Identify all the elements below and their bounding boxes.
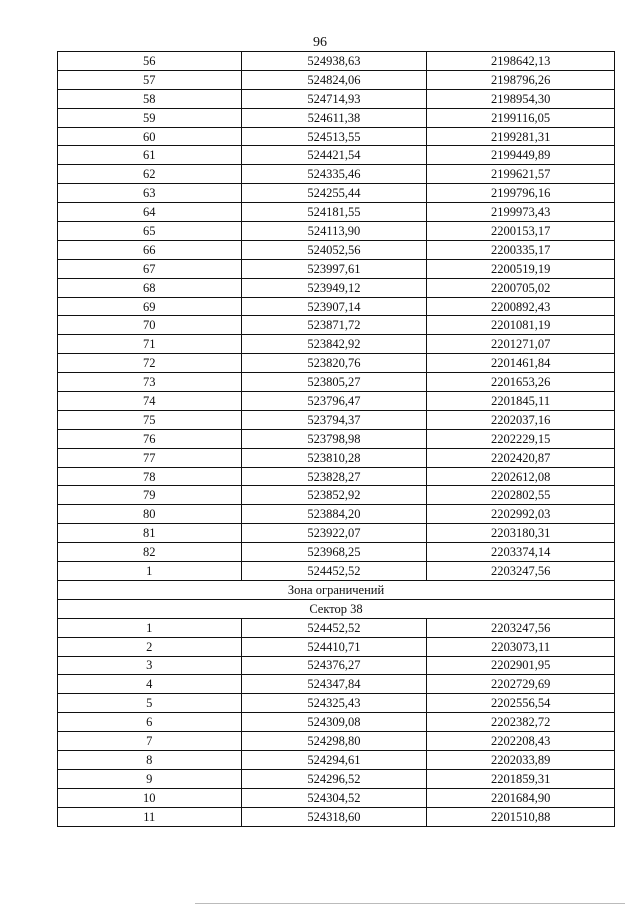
point-number-cell: 81 [58,524,242,543]
table-row [58,656,615,675]
point-number-cell: 67 [58,259,242,278]
y-coordinate-cell: 2202901,95 [427,656,615,675]
table-row [58,127,615,146]
point-number-cell: 10 [58,788,242,807]
sector-row [58,599,615,618]
table-row [58,694,615,713]
point-number-cell: 1 [58,562,242,581]
x-coordinate-cell: 524824,06 [241,70,427,89]
x-coordinate-cell: 523884,20 [241,505,427,524]
y-coordinate-cell: 2202556,54 [427,694,615,713]
table-row [58,89,615,108]
point-number-cell: 80 [58,505,242,524]
x-coordinate-cell: 523949,12 [241,278,427,297]
y-coordinate-cell: 2198954,30 [427,89,615,108]
point-number-cell: 66 [58,240,242,259]
y-coordinate-cell: 2202229,15 [427,429,615,448]
point-number-cell: 59 [58,108,242,127]
point-number-cell: 63 [58,184,242,203]
table-row [58,373,615,392]
point-number-cell: 11 [58,807,242,826]
y-coordinate-cell: 2202992,03 [427,505,615,524]
x-coordinate-cell: 523810,28 [241,448,427,467]
table-row [58,410,615,429]
y-coordinate-cell: 2201271,07 [427,335,615,354]
zone-label: Зона ограничений [58,580,615,599]
x-coordinate-cell: 524325,43 [241,694,427,713]
table-row [58,769,615,788]
y-coordinate-cell: 2199621,57 [427,165,615,184]
x-coordinate-cell: 524335,46 [241,165,427,184]
table-row [58,618,615,637]
y-coordinate-cell: 2199973,43 [427,203,615,222]
x-coordinate-cell: 524298,80 [241,732,427,751]
x-coordinate-cell: 524181,55 [241,203,427,222]
x-coordinate-cell: 523828,27 [241,467,427,486]
table-row [58,52,615,71]
y-coordinate-cell: 2201510,88 [427,807,615,826]
point-number-cell: 74 [58,392,242,411]
y-coordinate-cell: 2203374,14 [427,543,615,562]
table-body-sector [58,618,615,826]
table-row [58,259,615,278]
y-coordinate-cell: 2203247,56 [427,618,615,637]
point-number-cell: 4 [58,675,242,694]
table-row [58,750,615,769]
table-row [58,354,615,373]
x-coordinate-cell: 524309,08 [241,713,427,732]
y-coordinate-cell: 2201859,31 [427,769,615,788]
point-number-cell: 61 [58,146,242,165]
x-coordinate-cell: 524452,52 [241,562,427,581]
y-coordinate-cell: 2202037,16 [427,410,615,429]
table-row [58,222,615,241]
point-number-cell: 8 [58,750,242,769]
y-coordinate-cell: 2201461,84 [427,354,615,373]
y-coordinate-cell: 2200705,02 [427,278,615,297]
x-coordinate-cell: 523968,25 [241,543,427,562]
x-coordinate-cell: 523997,61 [241,259,427,278]
y-coordinate-cell: 2203073,11 [427,637,615,656]
x-coordinate-cell: 523820,76 [241,354,427,373]
y-coordinate-cell: 2200335,17 [427,240,615,259]
table-row [58,335,615,354]
table-row [58,184,615,203]
point-number-cell: 6 [58,713,242,732]
point-number-cell: 62 [58,165,242,184]
table-row [58,297,615,316]
table-row [58,637,615,656]
scan-edge-line [195,903,625,904]
y-coordinate-cell: 2200519,19 [427,259,615,278]
point-number-cell: 5 [58,694,242,713]
x-coordinate-cell: 523798,98 [241,429,427,448]
point-number-cell: 3 [58,656,242,675]
y-coordinate-cell: 2201653,26 [427,373,615,392]
point-number-cell: 7 [58,732,242,751]
table-body-top [58,52,615,581]
point-number-cell: 82 [58,543,242,562]
x-coordinate-cell: 523805,27 [241,373,427,392]
x-coordinate-cell: 524452,52 [241,618,427,637]
y-coordinate-cell: 2199449,89 [427,146,615,165]
x-coordinate-cell: 524347,84 [241,675,427,694]
table-row [58,316,615,335]
x-coordinate-cell: 524304,52 [241,788,427,807]
point-number-cell: 71 [58,335,242,354]
point-number-cell: 72 [58,354,242,373]
point-number-cell: 75 [58,410,242,429]
x-coordinate-cell: 524421,54 [241,146,427,165]
y-coordinate-cell: 2199116,05 [427,108,615,127]
x-coordinate-cell: 524376,27 [241,656,427,675]
table-row [58,562,615,581]
y-coordinate-cell: 2203247,56 [427,562,615,581]
y-coordinate-cell: 2202612,08 [427,467,615,486]
y-coordinate-cell: 2201081,19 [427,316,615,335]
table-row [58,788,615,807]
table-row [58,486,615,505]
table-row [58,448,615,467]
point-number-cell: 9 [58,769,242,788]
x-coordinate-cell: 523907,14 [241,297,427,316]
table-row [58,524,615,543]
table-row [58,108,615,127]
zone-row [58,580,615,599]
y-coordinate-cell: 2202802,55 [427,486,615,505]
y-coordinate-cell: 2202033,89 [427,750,615,769]
x-coordinate-cell: 524255,44 [241,184,427,203]
y-coordinate-cell: 2200153,17 [427,222,615,241]
table-row [58,146,615,165]
point-number-cell: 76 [58,429,242,448]
y-coordinate-cell: 2199281,31 [427,127,615,146]
point-number-cell: 68 [58,278,242,297]
x-coordinate-cell: 523796,47 [241,392,427,411]
table-row [58,429,615,448]
y-coordinate-cell: 2198796,26 [427,70,615,89]
table-row [58,713,615,732]
point-number-cell: 56 [58,52,242,71]
table-body-headers [58,580,615,618]
y-coordinate-cell: 2199796,16 [427,184,615,203]
table-row [58,467,615,486]
table-row [58,505,615,524]
y-coordinate-cell: 2198642,13 [427,52,615,71]
x-coordinate-cell: 524714,93 [241,89,427,108]
sector-label: Сектор 38 [58,599,615,618]
point-number-cell: 77 [58,448,242,467]
x-coordinate-cell: 523871,72 [241,316,427,335]
table-row [58,675,615,694]
x-coordinate-cell: 524113,90 [241,222,427,241]
coordinates-table [57,51,615,827]
x-coordinate-cell: 524410,71 [241,637,427,656]
table-row [58,70,615,89]
x-coordinate-cell: 524318,60 [241,807,427,826]
x-coordinate-cell: 524513,55 [241,127,427,146]
point-number-cell: 60 [58,127,242,146]
point-number-cell: 78 [58,467,242,486]
page-number: 96 [313,35,327,50]
point-number-cell: 58 [58,89,242,108]
x-coordinate-cell: 524294,61 [241,750,427,769]
table-row [58,203,615,222]
y-coordinate-cell: 2200892,43 [427,297,615,316]
table-row [58,807,615,826]
point-number-cell: 1 [58,618,242,637]
x-coordinate-cell: 523842,92 [241,335,427,354]
x-coordinate-cell: 523922,07 [241,524,427,543]
point-number-cell: 69 [58,297,242,316]
x-coordinate-cell: 524938,63 [241,52,427,71]
y-coordinate-cell: 2202420,87 [427,448,615,467]
point-number-cell: 2 [58,637,242,656]
table-row [58,240,615,259]
table-row [58,392,615,411]
point-number-cell: 65 [58,222,242,241]
point-number-cell: 64 [58,203,242,222]
x-coordinate-cell: 524296,52 [241,769,427,788]
y-coordinate-cell: 2201684,90 [427,788,615,807]
x-coordinate-cell: 524052,56 [241,240,427,259]
y-coordinate-cell: 2202208,43 [427,732,615,751]
y-coordinate-cell: 2202382,72 [427,713,615,732]
y-coordinate-cell: 2201845,11 [427,392,615,411]
y-coordinate-cell: 2203180,31 [427,524,615,543]
table-row [58,278,615,297]
x-coordinate-cell: 523852,92 [241,486,427,505]
table-row [58,165,615,184]
point-number-cell: 79 [58,486,242,505]
point-number-cell: 73 [58,373,242,392]
x-coordinate-cell: 524611,38 [241,108,427,127]
point-number-cell: 57 [58,70,242,89]
table-row [58,732,615,751]
point-number-cell: 70 [58,316,242,335]
table-row [58,543,615,562]
x-coordinate-cell: 523794,37 [241,410,427,429]
y-coordinate-cell: 2202729,69 [427,675,615,694]
